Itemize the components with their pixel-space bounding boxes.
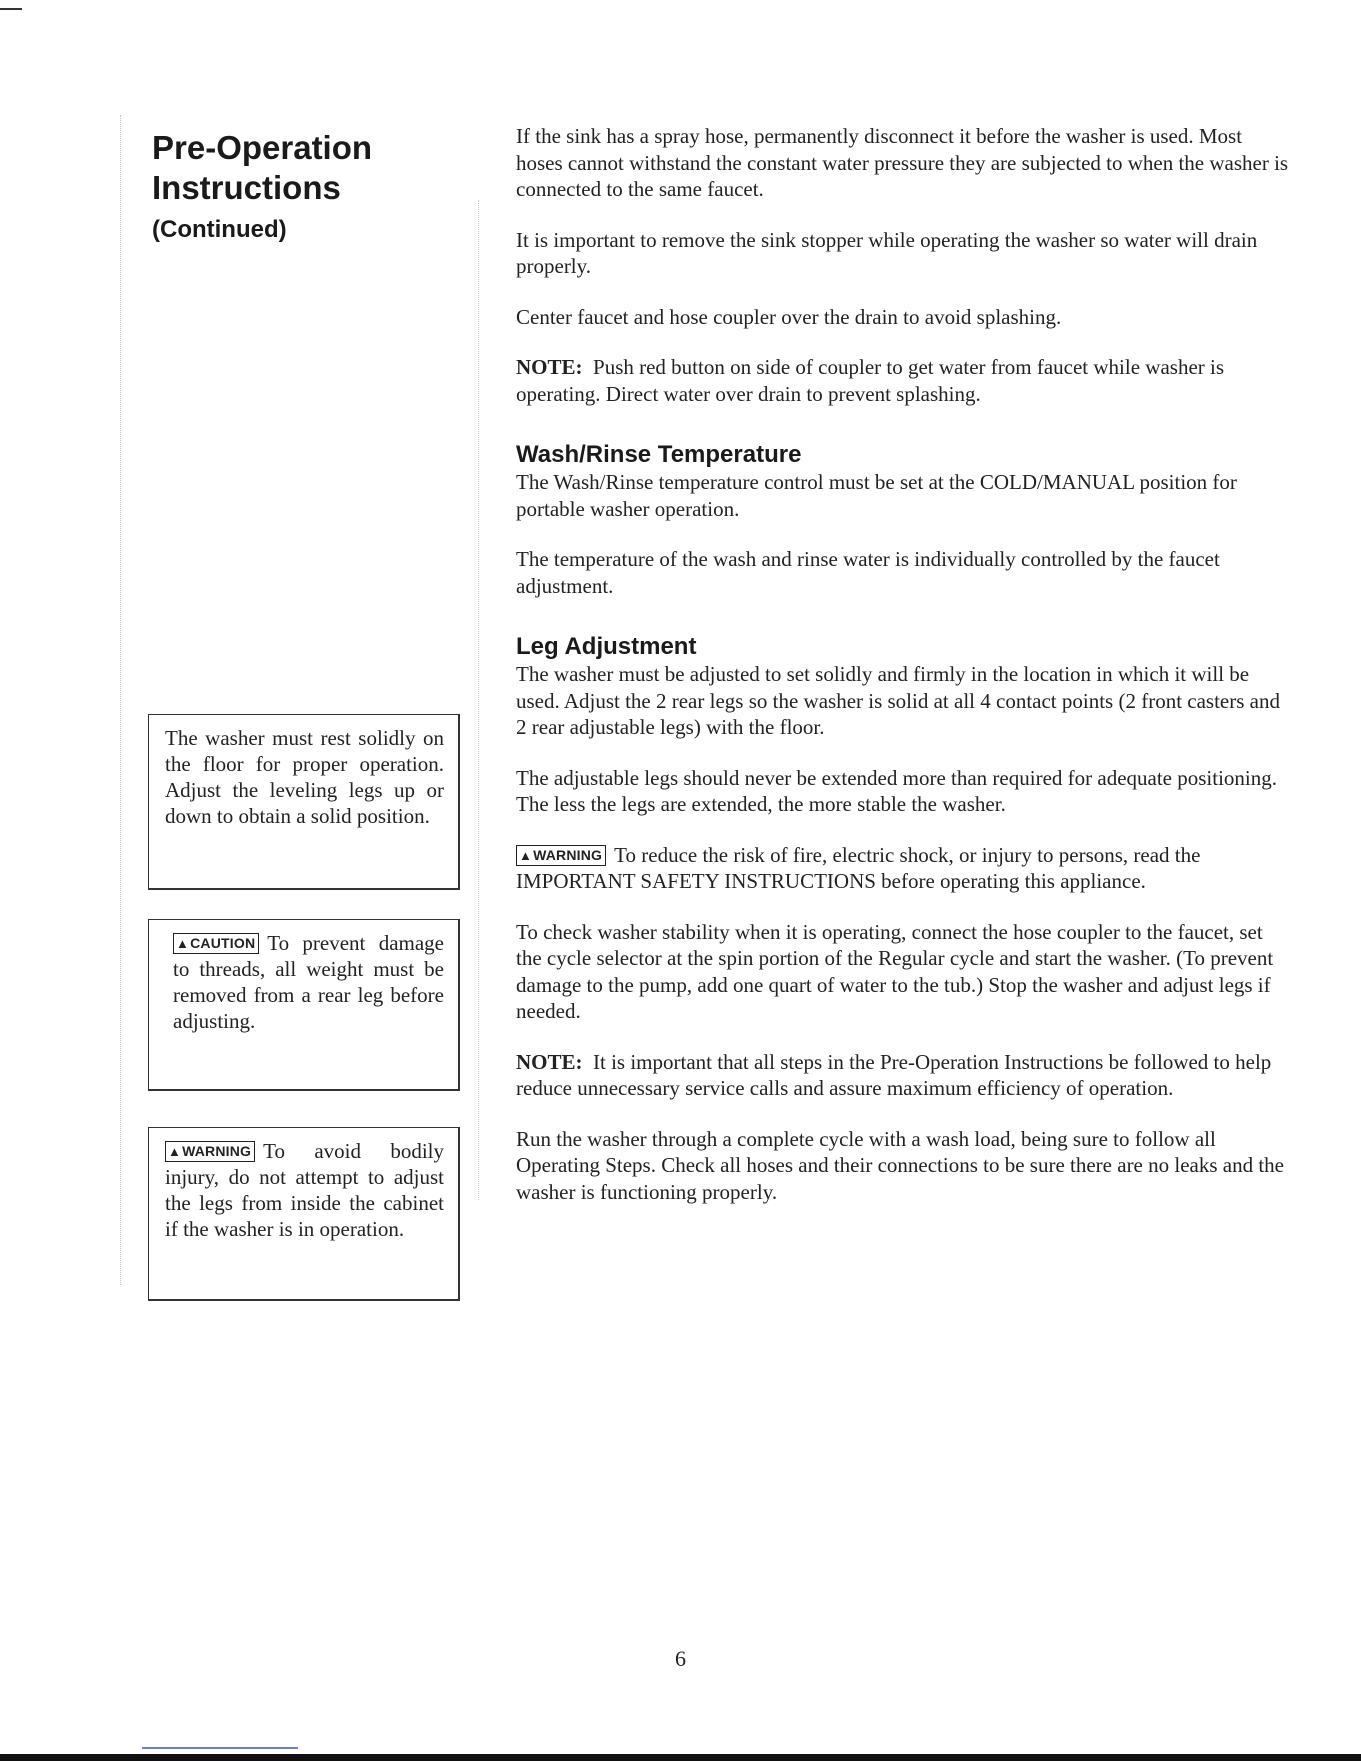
note-coupler: [516, 354, 1291, 407]
caution-badge: [173, 933, 259, 954]
note-label: NOTE:: [516, 1049, 583, 1074]
paragraph-leg-adjust: The washer must be adjusted to set solidly and firmly in the location in which it will be used. Adjust the 2 rear legs so the washer is solid at all 4 contact points (2 front casters and 2 rear adjustable legs) with the floor.: [516, 662, 1280, 739]
main-column: [516, 123, 1291, 1205]
scan-artifact-left: [120, 115, 121, 1285]
paragraph-temp-faucet: The temperature of the wash and rinse water is individually controlled by the faucet adjustment.: [516, 547, 1220, 598]
note-label: NOTE:: [516, 355, 583, 379]
page-number: 6: [675, 1646, 686, 1671]
paragraph-leg-extension: The adjustable legs should never be extended more than required for adequate positioning. The less the legs are extended, the more stable the washer.: [516, 765, 1278, 816]
scan-artifact-mid: [478, 200, 479, 1200]
sidebar-subtitle: (Continued): [152, 216, 287, 243]
warning-box: [148, 1127, 460, 1301]
bottom-rule: [0, 1754, 1361, 1761]
paragraph-spray-hose: If the sink has a spray hose, permanently disconnect it before the washer is used. Most hoses cannot withstand the constant water pressure they are subjected to when the washer is connected to the same faucet.: [516, 124, 1289, 201]
note-text: Push red button on side of coupler to get water from faucet while washer is operating. Direct water over drain to prevent splashing.: [516, 355, 1225, 406]
warning-safety-text: To reduce the risk of fire, electric shock, or injury to persons, read the IMPORTANT SAFETY INSTRUCTIONS before operating this appliance.: [516, 842, 1201, 893]
warning-safety: [516, 842, 1291, 895]
sidebar-title-line1: Pre-Operation: [152, 129, 373, 166]
note-pre-operation: [516, 1049, 1291, 1102]
paragraph-temp-control: The Wash/Rinse temperature control must be set at the COLD/MANUAL position for portable washer operation.: [516, 470, 1237, 521]
caution-text: To prevent damage to threads, all weight must be removed from a rear leg before adjusting.: [173, 931, 444, 1033]
scan-corner-mark: [0, 8, 22, 10]
leveling-note-text: The washer must rest solidly on the floor for proper operation. Adjust the leveling legs up or down to obtain a solid position.: [165, 726, 444, 828]
warning-badge: [165, 1141, 255, 1162]
sidebar-title-line2: Instructions: [152, 169, 341, 206]
warning-text: To avoid bodily injury, do not attempt to adjust the legs from inside the cabinet if the washer is in operation.: [165, 1139, 444, 1241]
warning-triangle-icon: ▲: [519, 847, 533, 863]
paragraph-stability-check: To check washer stability when it is operating, connect the hose coupler to the faucet, set the cycle selector at the spin portion of the Regular cycle and start the washer. (To prevent damage to the pump, add one quart of water to the tub.) Stop the washer and adjust legs if needed.: [516, 919, 1274, 1023]
caution-badge-label: CAUTION: [190, 935, 256, 951]
paragraph-center-faucet: Center faucet and hose coupler over the drain to avoid splashing.: [516, 304, 1062, 329]
heading-leg-adjustment: Leg Adjustment: [516, 633, 697, 660]
sidebar-title: [152, 128, 452, 208]
leveling-note-box: [148, 714, 460, 890]
warning-badge: [516, 845, 606, 866]
paragraph-run-cycle: Run the washer through a complete cycle with a wash load, being sure to follow all Operating Steps. Check all hoses and their connections to be sure there are no leaks and the washer is functioning properly.: [516, 1126, 1285, 1204]
warning-badge-label: WARNING: [533, 846, 603, 863]
warning-badge-label: WARNING: [182, 1143, 252, 1159]
warning-triangle-icon: ▲: [168, 1144, 182, 1159]
paragraph-sink-stopper: It is important to remove the sink stopper while operating the washer so water will drain properly.: [516, 227, 1258, 278]
warning-triangle-icon: ▲: [176, 936, 190, 951]
bottom-link-bar: [142, 1747, 298, 1749]
caution-box: [148, 919, 460, 1091]
note-text: It is important that all steps in the Pre-Operation Instructions be followed to help reduce unnecessary service calls and assure maximum efficiency of operation.: [516, 1049, 1272, 1100]
heading-wash-rinse: Wash/Rinse Temperature: [516, 441, 802, 468]
